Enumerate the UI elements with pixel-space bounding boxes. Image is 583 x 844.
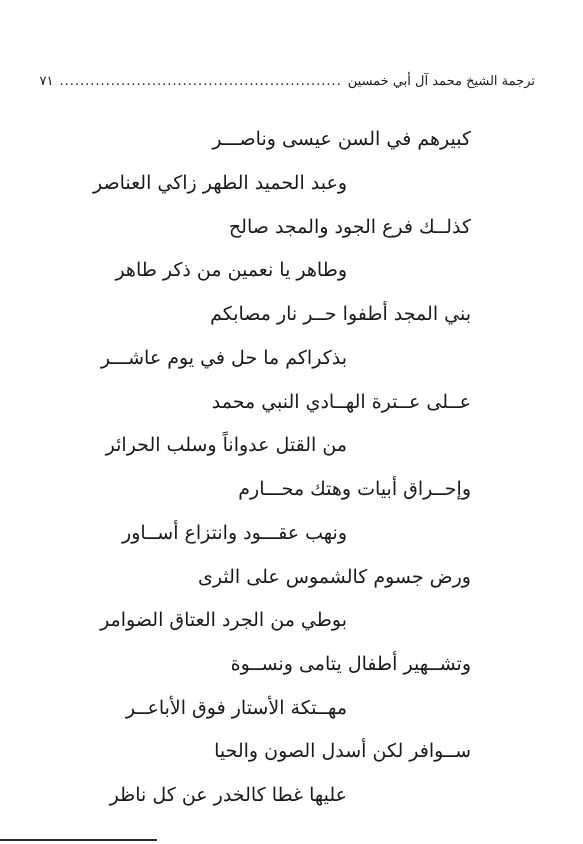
verse-line: بذكراكم ما حل في يوم عاشـــر xyxy=(100,347,347,369)
header-dot-leader: ....................................................... xyxy=(59,74,342,89)
bottom-rule xyxy=(0,839,157,841)
verse-line: وطاهر يا نعمين من ذكر طاهر xyxy=(115,259,347,281)
header-title: ترجمة الشيخ محمد آل أبي خمسين xyxy=(347,74,535,89)
verse-line: مهــتكة الأستار فوق الأباعــر xyxy=(125,697,347,719)
verse-line: كذلــك فرع الجود والمجد صالح xyxy=(228,216,471,238)
running-header xyxy=(39,74,535,102)
page-number: ٧١ xyxy=(39,74,54,89)
verse-line: كبيرهم في السن عيسى وناصـــر xyxy=(212,128,471,150)
verse-line: عليها غطا كالخدر عن كل ناظر xyxy=(109,784,347,806)
verse-line: ونهب عقـــود وانتزاع أســاور xyxy=(122,522,347,544)
verse-line: ورض جسوم كالشموس على الثرى xyxy=(198,566,471,588)
verse-line: بوطي من الجرد العتاق الضوامر xyxy=(100,609,347,631)
verse-line: ســوافر لكن أسدل الصون والحيا xyxy=(214,740,471,762)
verse-line: عــلى عــترة الهــادي النبي محمد xyxy=(211,391,471,413)
verse-line: بني المجد أطفوا حــر نار مصابكم xyxy=(210,303,471,325)
verse-line: وإحــراق أبيات وهتك محـــارم xyxy=(238,478,471,500)
verse-line: من القتل عدواناً وسلب الحرائر xyxy=(105,434,347,456)
verse-line: وعبد الحميد الطهر زاكي العناصر xyxy=(92,172,347,194)
verse-line: وتشــهير أطفال يتامى ونســوة xyxy=(230,653,471,675)
